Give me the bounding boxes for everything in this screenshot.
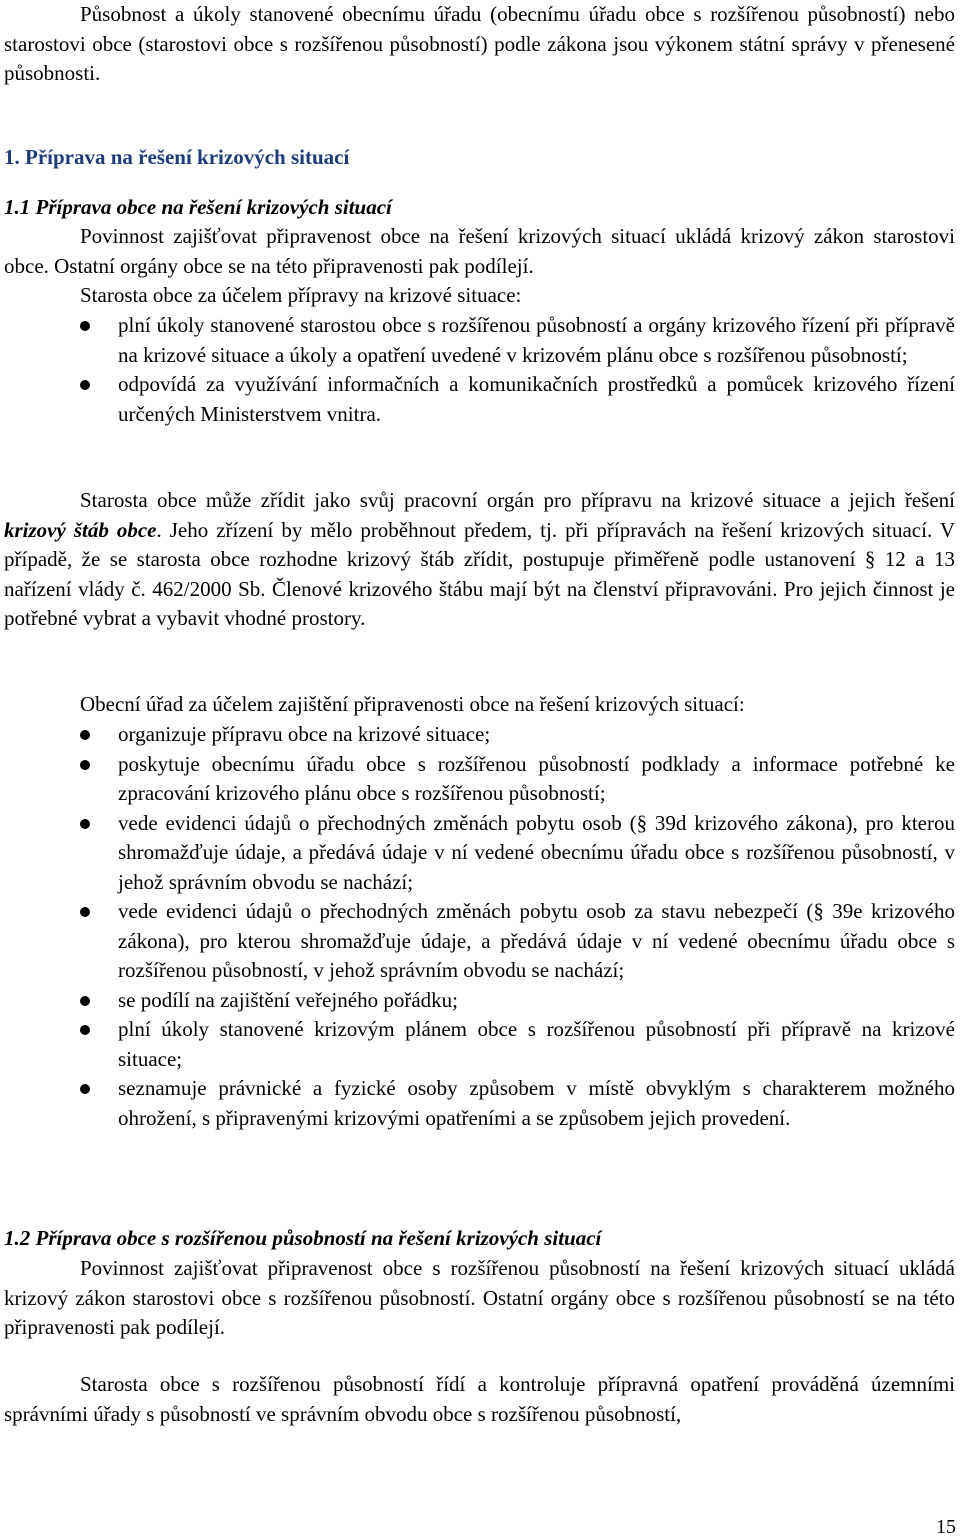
subsection-1-2-paragraph-2: Starosta obce s rozšířenou působností řídí a kontroluje přípravná opatření prováděná územními správními úřady s působností ve správním obvodu obce s rozšířenou působností, xyxy=(4,1372,955,1426)
subsection-heading-1-2: 1.2 Příprava obce s rozšířenou působností na řešení krizových situací xyxy=(4,1226,602,1250)
subsection-1-2-paragraph: Povinnost zajišťovat připravenost obce s rozšířenou působností na řešení krizových situací ukládá krizový zákon starostovi obce s rozšířenou působností. Ostatní orgány obce s rozšířenou působností se na této připravenosti pak podílejí. xyxy=(4,1256,955,1339)
mayor-duties-lead: Starosta obce za účelem přípravy na krizové situace: xyxy=(80,283,522,307)
list-item: vede evidenci údajů o přechodných změnách pobytu osob (§ 39d krizového zákona), pro kterou shromažďuje údaje, a předává údaje v ní vedené obecnímu úřadu obce s rozšířenou působností, v jehož správním obvodu se nachází; xyxy=(0,809,955,898)
crisis-staff-text-end: . Jeho zřízení by mělo proběhnout předem, tj. při přípravách na řešení krizových situací. V případě, že se starosta obce rozhodne krizový štáb zřídit, postupuje přiměřeně podle ustanovení § 12 a 13 nařízení vlády č. 462/2000 Sb. Členové krizového štábu mají být na členství připravováni. Pro jejich činnost je potřebné vybrat a vybavit vhodné prostory. xyxy=(4,517,955,630)
list-item: seznamuje právnické a fyzické osoby způsobem v místě obvyklým s charakterem možného ohrožení, s připravenými krizovými opatřeními a se způsobem jejich provedení. xyxy=(0,1074,955,1133)
list-item: organizuje přípravu obce na krizové situace; xyxy=(0,720,955,750)
subsection-1-1-paragraph: Povinnost zajišťovat připravenost obce na řešení krizových situací ukládá krizový zákon starostovi obce. Ostatní orgány obce se na této připravenosti pak podílejí. xyxy=(4,224,955,278)
list-item: vede evidenci údajů o přechodných změnách pobytu osob za stavu nebezpečí (§ 39e krizového zákona), pro kterou shromažďuje údaje, a předává údaje v ní vedené obecnímu úřadu obce s rozšířenou působností, v jehož správním obvodu se nachází; xyxy=(0,897,955,986)
municipal-office-lead: Obecní úřad za účelem zajištění připravenosti obce na řešení krizových situací: xyxy=(80,692,745,716)
list-item: poskytuje obecnímu úřadu obce s rozšířenou působností podklady a informace potřebné ke zpracování krizového plánu obce s rozšířenou působností; xyxy=(0,750,955,809)
intro-paragraph: Působnost a úkoly stanovené obecnímu úřadu (obecnímu úřadu obce s rozšířenou působností) nebo starostovi obce (starostovi obce s rozšířenou působností) podle zákona jsou výkonem státní správy v přenesené působnosti. xyxy=(4,2,955,85)
list-item: plní úkoly stanovené krizovým plánem obce s rozšířenou působností při přípravě na krizové situace; xyxy=(0,1015,955,1074)
subsection-heading-1-1: 1.1 Příprava obce na řešení krizových situací xyxy=(4,195,392,219)
page-number: 15 xyxy=(936,1516,956,1538)
section-heading: 1. Příprava na řešení krizových situací xyxy=(4,145,350,169)
list-item: se podílí na zajištění veřejného pořádku; xyxy=(0,986,955,1016)
mayor-duties-list xyxy=(0,311,955,429)
list-item: odpovídá za využívání informačních a komunikačních prostředků a pomůcek krizového řízení určených Ministerstvem vnitra. xyxy=(0,370,955,429)
list-item: plní úkoly stanovené starostou obce s rozšířenou působností a orgány krizového řízení při přípravě na krizové situace a úkoly a opatření uvedené v krizovém plánu obce s rozšířenou působností; xyxy=(0,311,955,370)
municipal-office-duties-list xyxy=(0,720,955,1133)
crisis-staff-term: krizový štáb obce xyxy=(4,517,157,542)
crisis-staff-text-start: Starosta obce může zřídit jako svůj pracovní orgán pro přípravu na krizové situace a jejich řešení xyxy=(80,488,955,512)
crisis-staff-paragraph xyxy=(4,486,955,634)
